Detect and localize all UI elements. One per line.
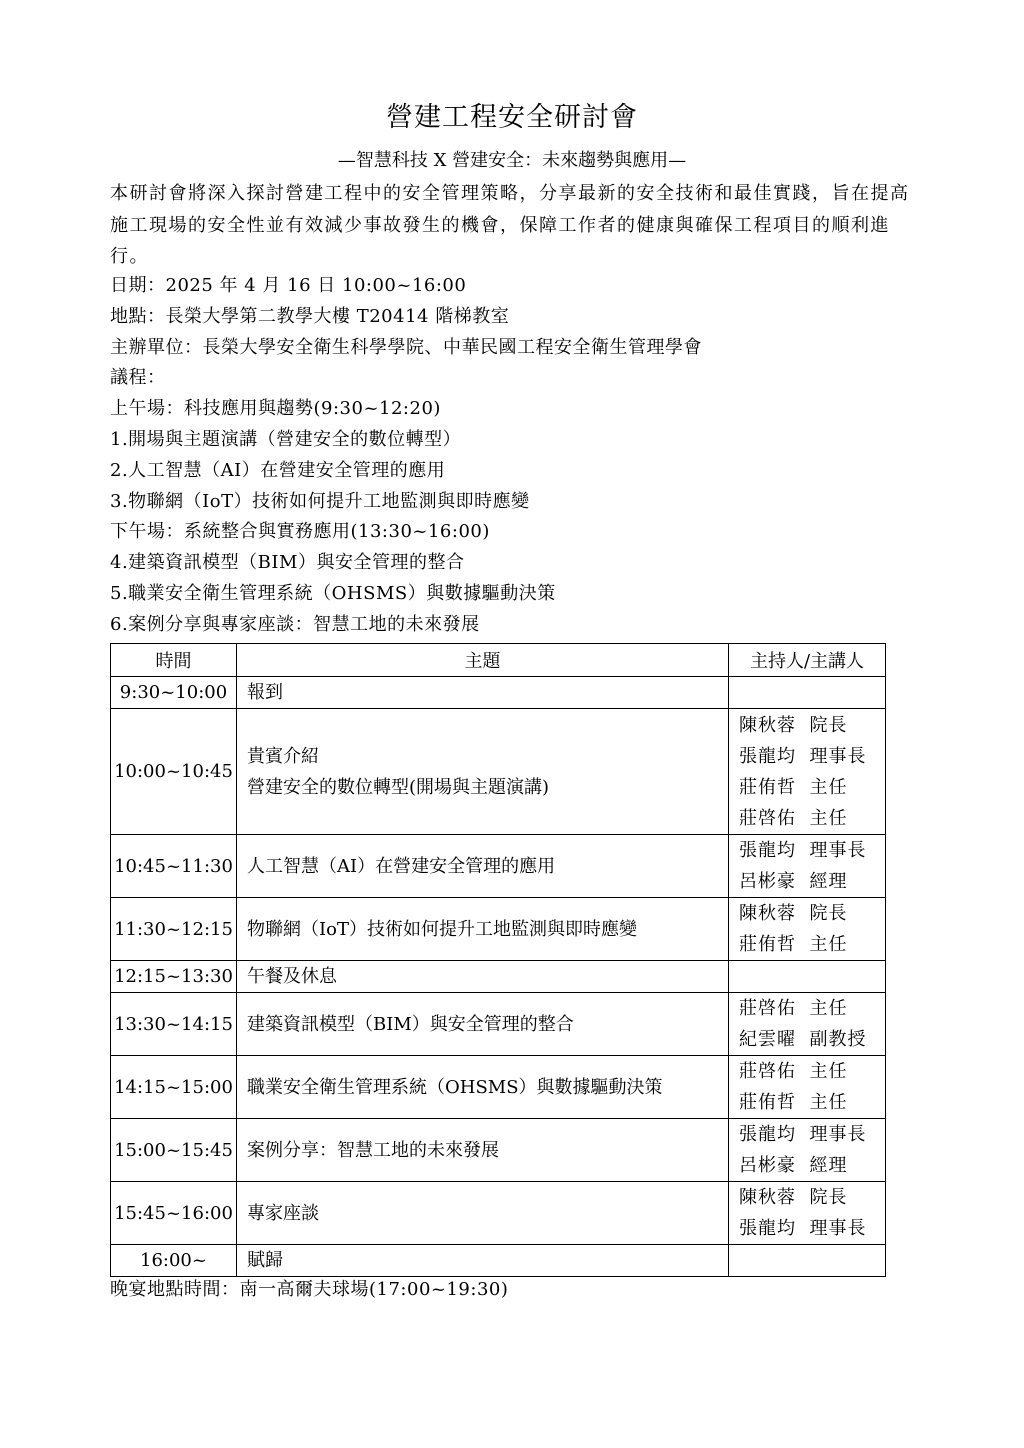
topic-line: 貴賓介紹 <box>247 745 319 767</box>
row-hosts <box>729 1056 886 1119</box>
host-name: 呂彬豪 經理 <box>739 1155 848 1176</box>
row-time: 9:30~10:00 <box>111 677 237 709</box>
agenda-item: 5.職業安全衛生管理系統（OHSMS）與數據驅動決策 <box>110 582 556 604</box>
table-row <box>111 1245 886 1277</box>
agenda-item: 6.案例分享與專家座談：智慧工地的未來發展 <box>110 613 480 635</box>
header-time: 時間 <box>111 644 237 677</box>
table-row <box>111 709 886 835</box>
info-list <box>110 271 910 641</box>
topic-line: 人工智慧（AI）在營建安全管理的應用 <box>247 855 556 877</box>
agenda-item: 4.建築資訊模型（BIM）與安全管理的整合 <box>110 552 465 574</box>
table-row <box>111 993 886 1056</box>
header-host: 主持人/主講人 <box>729 644 886 677</box>
row-hosts <box>729 1119 886 1182</box>
row-topic <box>237 677 729 709</box>
afternoon-session-heading: 下午場：系統整合與實務應用(13:30~16:00) <box>110 521 490 543</box>
host-name: 莊啓佑 主任 <box>739 998 848 1019</box>
row-hosts <box>729 677 886 709</box>
row-topic <box>237 1119 729 1182</box>
host-name: 陳秋蓉 院長 <box>739 903 848 924</box>
intro-paragraph: 本研討會將深入探討營建工程中的安全管理策略，分享最新的安全技術和最佳實踐，旨在提高施工現場的安全性並有效減少事故發生的機會，保障工作者的健康與確保工程項目的順利進行。 <box>110 183 910 267</box>
host-name: 莊侑哲 主任 <box>739 934 848 955</box>
row-time: 13:30~14:15 <box>111 993 237 1056</box>
host-name: 莊啓佑 主任 <box>739 1061 848 1082</box>
table-row <box>111 961 886 993</box>
topic-line: 案例分享：智慧工地的未來發展 <box>247 1139 499 1161</box>
row-time: 16:00~ <box>111 1245 237 1277</box>
topic-line: 專家座談 <box>247 1202 319 1224</box>
topic-line: 報到 <box>247 682 283 703</box>
host-name: 陳秋蓉 院長 <box>739 1187 848 1208</box>
table-row <box>111 1119 886 1182</box>
host-name: 陳秋蓉 院長 <box>739 714 848 736</box>
table-row <box>111 898 886 961</box>
header-topic: 主題 <box>237 644 729 677</box>
row-time: 10:45~11:30 <box>111 835 237 898</box>
row-topic <box>237 1056 729 1119</box>
agenda-table-body <box>111 677 886 1277</box>
row-topic <box>237 835 729 898</box>
topic-line: 賦歸 <box>247 1250 283 1271</box>
agenda-item: 1.開場與主題演講（營建安全的數位轉型） <box>110 428 462 450</box>
agenda-item: 3.物聯網（IoT）技術如何提升工地監測與即時應變 <box>110 490 530 512</box>
event-date: 日期：2025 年 4 月 16 日 10:00~16:00 <box>110 275 467 296</box>
dinner-info: 晚宴地點時間：南一高爾夫球場(17:00~19:30) <box>110 1279 509 1300</box>
row-time: 15:45~16:00 <box>111 1182 237 1245</box>
host-name: 紀雲曜 副教授 <box>739 1029 867 1050</box>
row-hosts <box>729 1182 886 1245</box>
row-hosts <box>729 993 886 1056</box>
event-venue: 地點：長榮大學第二教學大樓 T20414 階梯教室 <box>110 305 510 327</box>
host-name: 莊侑哲 主任 <box>739 776 848 798</box>
host-name: 張龍均 理事長 <box>739 1124 867 1145</box>
host-name: 張龍均 理事長 <box>739 1218 867 1239</box>
table-row <box>111 835 886 898</box>
table-header-row <box>111 644 886 677</box>
topic-line: 職業安全衛生管理系統（OHSMS）與數據驅動決策 <box>247 1076 663 1098</box>
page-subtitle: —智慧科技 X 營建安全：未來趨勢與應用— <box>337 150 687 171</box>
row-hosts <box>729 709 886 835</box>
host-name: 張龍均 理事長 <box>739 745 867 767</box>
row-topic <box>237 961 729 993</box>
event-organizer: 主辦單位：長榮大學安全衛生科學學院、中華民國工程安全衛生管理學會 <box>110 336 702 358</box>
table-row <box>111 1056 886 1119</box>
table-row <box>111 677 886 709</box>
topic-line: 建築資訊模型（BIM）與安全管理的整合 <box>247 1013 574 1035</box>
host-name: 莊啓佑 主任 <box>739 807 848 829</box>
row-hosts <box>729 898 886 961</box>
agenda-table <box>110 643 886 1277</box>
morning-session-heading: 上午場：科技應用與趨勢(9:30~12:20) <box>110 398 441 420</box>
row-topic <box>237 993 729 1056</box>
row-hosts <box>729 961 886 993</box>
row-time: 12:15~13:30 <box>111 961 237 993</box>
row-topic <box>237 1245 729 1277</box>
row-hosts <box>729 835 886 898</box>
topic-line: 物聯網（IoT）技術如何提升工地監測與即時應變 <box>247 918 637 940</box>
row-topic <box>237 1182 729 1245</box>
agenda-label: 議程： <box>110 367 166 389</box>
row-time: 10:00~10:45 <box>111 709 237 835</box>
row-time: 14:15~15:00 <box>111 1056 237 1119</box>
host-name: 呂彬豪 經理 <box>739 871 848 892</box>
row-topic <box>237 898 729 961</box>
row-topic <box>237 709 729 835</box>
host-name: 莊侑哲 主任 <box>739 1092 848 1113</box>
row-time: 15:00~15:45 <box>111 1119 237 1182</box>
page-title: 營建工程安全研討會 <box>386 102 638 133</box>
topic-line: 營建安全的數位轉型(開場與主題演講) <box>247 776 550 798</box>
row-hosts <box>729 1245 886 1277</box>
agenda-item: 2.人工智慧（AI）在營建安全管理的應用 <box>110 459 446 481</box>
row-time: 11:30~12:15 <box>111 898 237 961</box>
host-name: 張龍均 理事長 <box>739 840 867 861</box>
topic-line: 午餐及休息 <box>247 966 337 987</box>
table-row <box>111 1182 886 1245</box>
